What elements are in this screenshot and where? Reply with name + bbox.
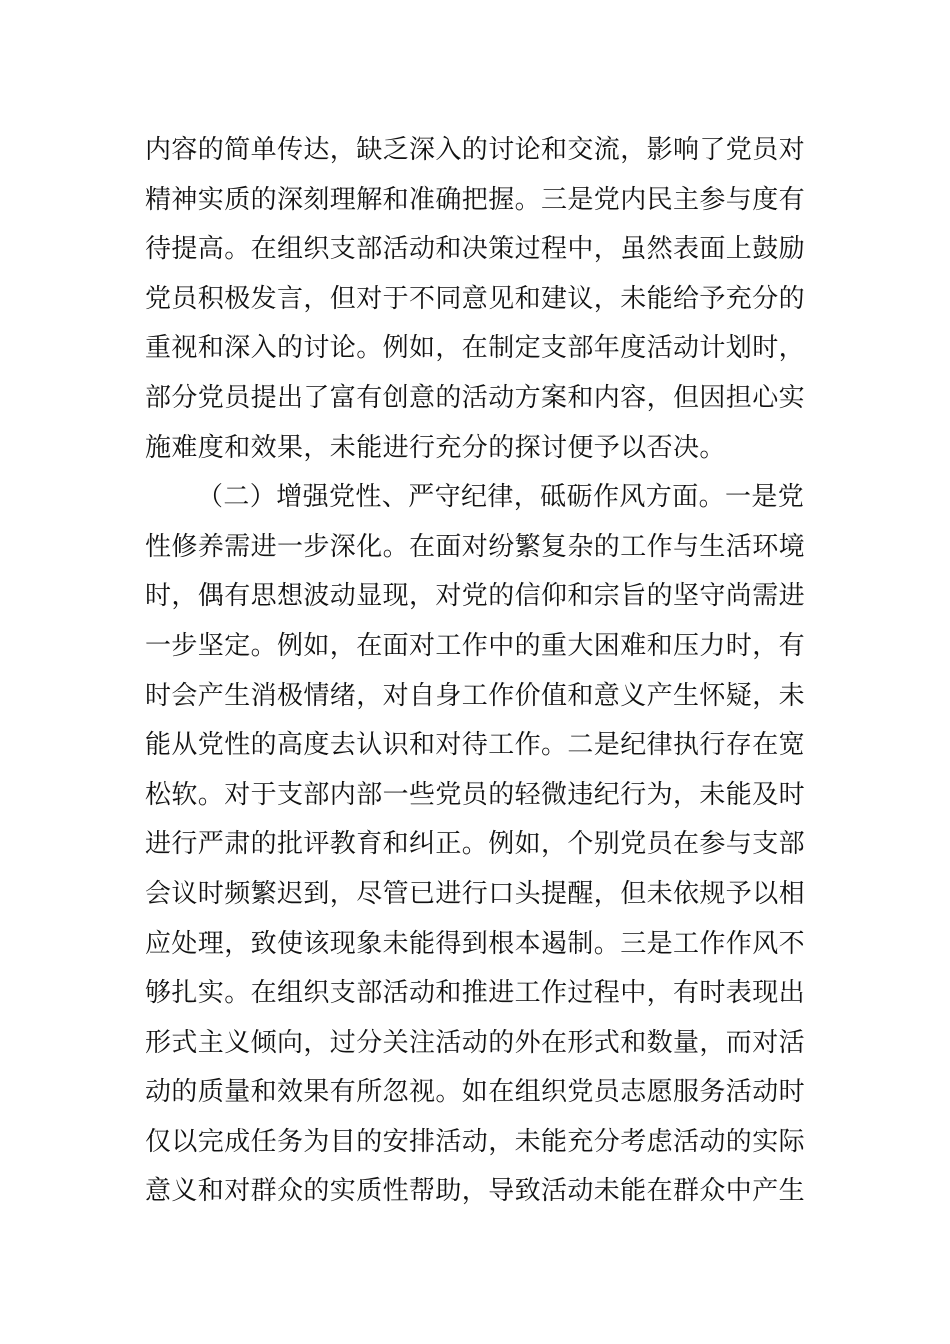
text-line: 意义和对群众的实质性帮助，导致活动未能在群众中产生 (145, 1176, 806, 1207)
text-line: 仅以完成任务为目的安排活动，未能充分考虑活动的实际 (145, 1126, 806, 1157)
section-heading-line: （二）增强党性、严守纪律，砥砺作风方面。一是党 (197, 482, 805, 513)
text-line: 重视和深入的讨论。例如，在制定支部年度活动计划时， (145, 333, 806, 364)
document-body (145, 126, 815, 1217)
text-line: 时，偶有思想波动显现，对党的信仰和宗旨的坚守尚需进 (145, 581, 806, 612)
text-line: 一步坚定。例如，在面对工作中的重大困难和压力时，有 (145, 630, 806, 661)
text-line: 性修养需进一步深化。在面对纷繁复杂的工作与生活环境 (145, 531, 806, 562)
text-line: 党员积极发言，但对于不同意见和建议，未能给予充分的 (145, 283, 806, 314)
text-line: 部分党员提出了富有创意的活动方案和内容，但因担心实 (145, 382, 806, 413)
text-line: 时会产生消极情绪，对自身工作价值和意义产生怀疑，未 (145, 680, 806, 711)
text-line: 精神实质的深刻理解和准确把握。三是党内民主参与度有 (145, 184, 806, 215)
text-line: 应处理，致使该现象未能得到根本遏制。三是工作作风不 (145, 928, 806, 959)
text-line: 动的质量和效果有所忽视。如在组织党员志愿服务活动时 (145, 1077, 806, 1108)
text-line: 能从党性的高度去认识和对待工作。二是纪律执行存在宽 (145, 730, 806, 761)
text-line: 内容的简单传达，缺乏深入的讨论和交流，影响了党员对 (145, 135, 806, 165)
text-line: 待提高。在组织支部活动和决策过程中，虽然表面上鼓励 (145, 234, 806, 265)
text-line: 会议时频繁迟到，尽管已进行口头提醒，但未依规予以相 (145, 878, 806, 909)
text-line: 够扎实。在组织支部活动和推进工作过程中，有时表现出 (145, 978, 806, 1009)
text-line: 形式主义倾向，过分关注活动的外在形式和数量，而对活 (145, 1027, 806, 1058)
text-line: 施难度和效果，未能进行充分的探讨便予以否决。 (145, 432, 726, 463)
text-line: 松软。对于支部内部一些党员的轻微违纪行为，未能及时 (145, 779, 806, 810)
text-line: 进行严肃的批评教育和纠正。例如，个别党员在参与支部 (145, 829, 806, 860)
